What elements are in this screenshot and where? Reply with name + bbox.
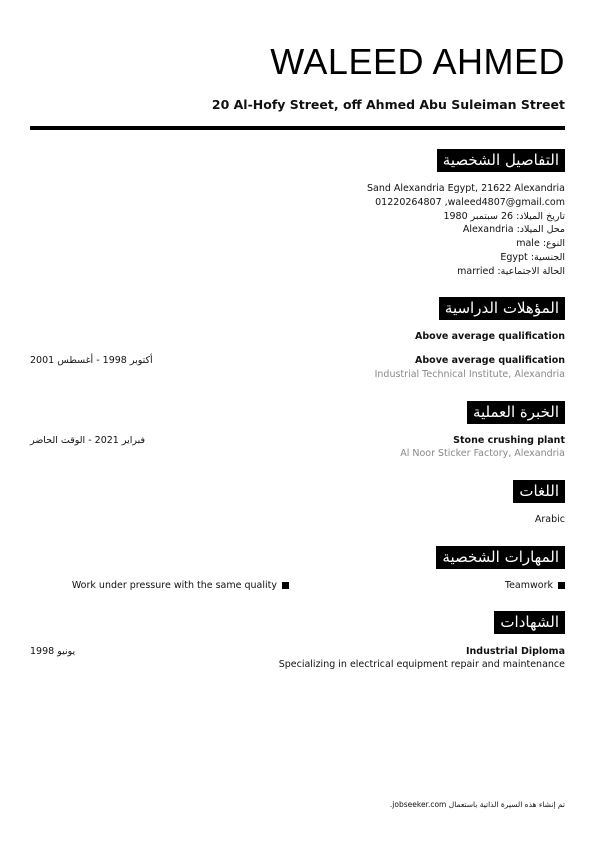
section-title-certificates: الشهادات xyxy=(494,611,565,634)
section-title-personal: التفاصيل الشخصية xyxy=(437,149,565,172)
bullet-square-icon xyxy=(558,582,565,589)
skill-label: Work under pressure with the same quality xyxy=(71,580,277,591)
education-date: أكتوبر 1998 - أغسطس 2001 xyxy=(30,355,153,366)
full-name: WALEED AHMED xyxy=(270,41,565,82)
education-institution: Industrial Technical Institute, Alexandria xyxy=(374,369,565,380)
header-divider xyxy=(30,126,565,130)
experience-title: Stone crushing plant xyxy=(453,435,565,446)
address: 20 Al-Hofy Street, off Ahmed Abu Suleiman Street xyxy=(211,97,565,112)
section-title-experience: الخبرة العملية xyxy=(467,401,565,424)
language-item: Arabic xyxy=(534,514,565,525)
personal-line: الجنسية: Egypt xyxy=(500,252,565,263)
certificate-date: يونيو 1998 xyxy=(30,646,76,657)
personal-line: النوع: male xyxy=(516,238,565,249)
skill-label: Teamwork xyxy=(504,580,553,591)
section-title-skills: المهارات الشخصية xyxy=(436,546,565,569)
education-title: Above average qualification xyxy=(415,355,565,366)
skill-item xyxy=(505,579,565,592)
experience-date: فبراير 2021 - الوقت الحاضر xyxy=(30,435,146,446)
certificate-description: Specializing in electrical equipment repair and maintenance xyxy=(278,659,565,670)
personal-line: Sand Alexandria Egypt, 21622 Alexandria xyxy=(367,183,565,194)
certificate-title: Industrial Diploma xyxy=(465,646,565,657)
education-title: Above average qualification xyxy=(415,331,565,342)
skill-item xyxy=(72,579,289,592)
footer-note: تم إنشاء هذه السيرة الذاتية باستعمال jobseeker.com. xyxy=(389,800,565,809)
personal-line: تاريخ الميلاد: 26 سبتمبر 1980 xyxy=(443,211,565,222)
section-title-education: المؤهلات الدراسية xyxy=(439,297,565,320)
bullet-square-icon xyxy=(282,582,289,589)
personal-line: محل الميلاد: Alexandria xyxy=(462,224,565,235)
personal-line: الحالة الاجتماعية: married xyxy=(457,266,565,277)
personal-line: 01220264807 ,waleed4807@gmail.com xyxy=(375,197,565,208)
experience-company: Al Noor Sticker Factory, Alexandria xyxy=(400,448,565,459)
section-title-languages: اللغات xyxy=(513,480,565,503)
